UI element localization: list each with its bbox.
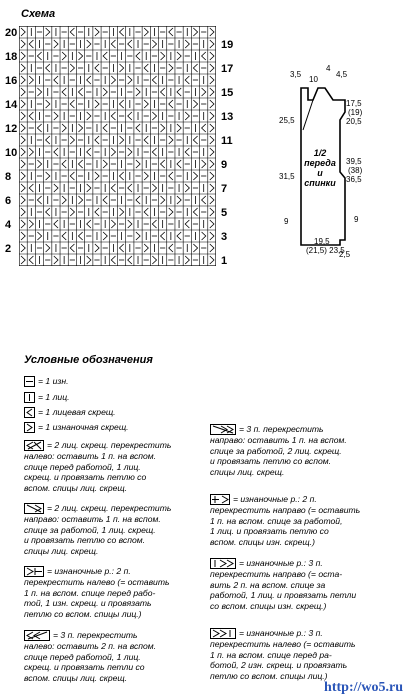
row-number: 7 xyxy=(221,183,228,195)
dim-top-right: 4,5 xyxy=(336,70,348,79)
legend-text: = 1 лиц. xyxy=(38,392,70,402)
row-number: 10 xyxy=(5,147,18,159)
purl-twisted-symbol-icon xyxy=(24,422,35,433)
knit-symbol-icon xyxy=(24,392,35,403)
cross-2-left-symbol-icon xyxy=(24,440,44,451)
legend-item-knit xyxy=(24,392,70,403)
purl-cross-2-left-symbol-icon xyxy=(24,566,44,577)
legend-item-cross-2-right xyxy=(24,503,204,557)
legend-text: = изнаночные р.: 2 п. перекрестить налево (= оставить 1 п. на вспом. спице перед рабо- той, 1 изн. скрещ. и провязать петлю со вспом. спицы лиц.) xyxy=(24,566,170,620)
dim-left-2: 31,5 xyxy=(279,172,295,181)
row-number: 11 xyxy=(221,135,233,147)
row-number: 19 xyxy=(221,39,234,51)
row-number: 20 xyxy=(5,27,18,39)
row-number: 14 xyxy=(5,99,18,111)
legend-item-purl-cross-2-right xyxy=(210,494,400,548)
purl-cross-2-right-symbol-icon xyxy=(210,494,230,505)
legend-text: = изнаночные р.: 2 п. перекрестить направо (= оставить 1 п. на вспом. спице за работой, 1 лиц. и провязать петлю со вспом. спицы изн. скрещ.) xyxy=(210,494,361,548)
row-number: 13 xyxy=(221,111,234,123)
purl-cross-3-right-symbol-icon xyxy=(210,558,236,569)
dim-right-1: 17,5 xyxy=(346,99,362,108)
legend-item-cross-3-right xyxy=(210,424,400,478)
row-number: 1 xyxy=(221,255,228,267)
watermark: http://wo5.ru xyxy=(324,680,403,695)
legend-text: = 3 п. перекрестить налево: оставить 2 п. на вспом. спице перед работой, 1 лиц. скрещ. и провязать петли со вспом. спицы лиц. скрещ. xyxy=(24,630,157,684)
row-number: 12 xyxy=(5,123,18,135)
dim-right-3: 9 xyxy=(354,215,359,224)
legend-item-purl-cross xyxy=(24,422,129,433)
pattern-center-label: 1/2 переда и спинки xyxy=(304,148,336,188)
dim-top-left: 3,5 xyxy=(290,70,302,79)
dim-top-mid: 10 xyxy=(309,75,318,84)
cross-3-right-symbol-icon xyxy=(210,424,236,435)
knit-twisted-symbol-icon xyxy=(24,407,35,418)
legend-item-purl xyxy=(24,376,68,387)
legend-text: = изнаночные р.: 3 п. перекрестить направо (= оста- вить 2 п. на вспом. спице за работой, 1 лиц. и провязать петли со вспом. спицы изн. скрещ.) xyxy=(210,558,357,612)
purl-symbol-icon xyxy=(24,376,35,387)
row-number: 9 xyxy=(221,159,228,171)
legend-text: = 2 лиц. скрещ. перекрестить налево: оставить 1 п. на вспом. спице перед работой, 1 лиц. скрещ. и провязать петлю со вспом. спицы лиц. скрещ. xyxy=(24,440,172,494)
legend-text: = 1 изн. xyxy=(38,376,69,386)
legend-text: = 2 лиц. скрещ. перекрестить направо: оставить 1 п. на вспом. спице за работой, 1 лиц. скрещ. и провязать петлю со вспом. спицы лиц. скрещ. xyxy=(24,503,172,557)
dim-right-2c: 36,5 xyxy=(346,175,362,184)
dim-right-2b: (38) xyxy=(348,166,363,175)
dim-right-2: 39,5 xyxy=(346,157,362,166)
legend-item-purl-cross-3-left xyxy=(210,628,400,682)
legend-item-cross-3-left xyxy=(24,630,204,684)
dim-top-4: 4 xyxy=(326,64,331,73)
legend-title: Условные обозначения xyxy=(24,354,153,366)
dim-right-1b: (19) xyxy=(348,108,363,117)
cross-2-right-symbol-icon xyxy=(24,503,44,514)
row-number: 2 xyxy=(5,243,12,255)
legend-text: = изнаночные р.: 3 п. перекрестить налево (= оставить 1 п. на вспом. спице перед ра- ботой, 2 изн. скрещ. и провязать петлю со вспом. спицы лиц.) xyxy=(210,628,356,682)
dim-left-3: 9 xyxy=(284,217,289,226)
purl-cross-3-left-symbol-icon xyxy=(210,628,236,639)
row-number: 5 xyxy=(221,207,228,219)
scheme-title: Схема xyxy=(21,8,56,20)
row-number: 15 xyxy=(221,87,234,99)
legend-text: = 1 лицевая скрещ. xyxy=(38,407,116,417)
legend-item-purl-cross-2-left xyxy=(24,566,204,620)
row-number: 3 xyxy=(221,231,228,243)
row-number: 16 xyxy=(5,75,18,87)
knitting-chart-grid xyxy=(19,26,216,266)
row-number: 6 xyxy=(5,195,12,207)
legend-text: = 3 п. перекрестить направо: оставить 1 п. на вспом. спице за работой, 2 лиц. скрещ. и провязать петлю со вспом. спицы лиц. скрещ. xyxy=(210,424,347,478)
legend-text: = 1 изнаночная скрещ. xyxy=(38,422,129,432)
dim-left-1: 25,5 xyxy=(279,116,295,125)
row-number: 17 xyxy=(221,63,234,75)
row-number: 8 xyxy=(5,171,12,183)
dim-bottom-1: 19,5 xyxy=(314,237,330,246)
row-number: 18 xyxy=(5,51,18,63)
legend-item-cross-2-left xyxy=(24,440,204,494)
cross-3-left-symbol-icon xyxy=(24,630,50,641)
dim-right-1c: 20,5 xyxy=(346,117,362,126)
dim-bottom-3: 2,5 xyxy=(339,250,351,259)
legend-item-purl-cross-3-right xyxy=(210,558,400,612)
legend-item-knit-cross xyxy=(24,407,116,418)
dim-bottom-2: (21,5) 23,5 xyxy=(306,246,345,255)
row-number: 4 xyxy=(5,219,12,231)
